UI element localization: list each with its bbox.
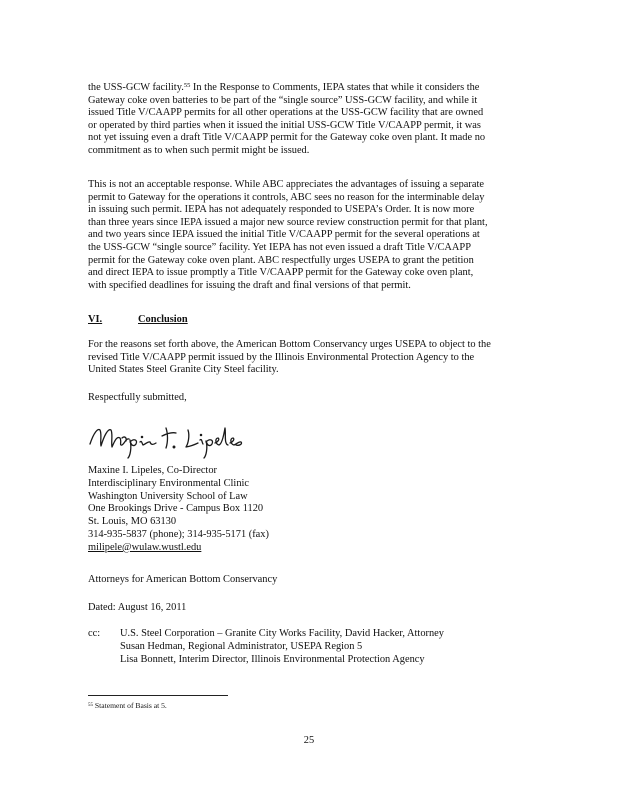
paragraph-line: For the reasons set forth above, the American Bottom Conservancy urges USEPA to object to the xyxy=(88,339,491,350)
paragraph-line: commitment as to when such permit might be issued. xyxy=(88,144,310,156)
page-number: 25 xyxy=(303,735,315,746)
closing-text: Respectfully submitted, xyxy=(88,392,187,403)
signer-organization: Interdisciplinary Environmental Clinic xyxy=(88,477,250,489)
paragraph-line: permit to Gateway for the operations it controls, ABC sees no reason for the interminable delay xyxy=(88,191,485,203)
paragraph-line: revised Title V/CAAPP permit issued by the Illinois Environmental Protection Agency to the xyxy=(88,351,475,363)
paragraph-response-to-comments xyxy=(88,82,532,158)
footnote-number: 55 xyxy=(88,703,93,708)
section-title: Conclusion xyxy=(138,314,188,325)
paragraph-not-acceptable xyxy=(88,179,532,292)
paragraph-line: not yet issuing even a draft Title V/CAAPP permit for the Gateway coke oven plant. It made no xyxy=(88,132,486,144)
cc-recipient: U.S. Steel Corporation – Granite City Works Facility, David Hacker, Attorney xyxy=(120,628,444,639)
paragraph-line: than three years since IEPA issued a major new source review construction permit for that plant, xyxy=(88,216,488,228)
section-number: VI. xyxy=(88,314,103,325)
footnote-divider xyxy=(88,695,228,696)
paragraph-line: issued Title V/CAAPP permits for all other operations at the USS-GCW facility that are owned xyxy=(88,107,484,119)
cc-label: cc: xyxy=(88,628,101,639)
paragraph-conclusion xyxy=(88,339,532,377)
signer-phone: 314-935-5837 (phone); 314-935-5171 (fax) xyxy=(88,528,269,540)
paragraph-line: in issuing such permit. IEPA has not adequately responded to USEPA’s Order. It is now more xyxy=(88,204,475,216)
paragraph-line xyxy=(88,82,532,95)
footnote-text: Statement of Basis at 5. xyxy=(93,701,167,710)
paragraph-line: the USS-GCW “single source” facility. Yet IEPA has not even issued a draft Title V/CAAPP xyxy=(88,241,471,253)
footnote-reference: 55 xyxy=(183,82,191,89)
signer-address-line-1: One Brookings Drive - Campus Box 1120 xyxy=(88,503,264,515)
line-text: the USS-GCW facility. xyxy=(88,82,184,93)
dated-line: Dated: August 16, 2011 xyxy=(88,602,187,613)
cc-recipient: Susan Hedman, Regional Administrator, USEPA Region 5 xyxy=(120,640,363,652)
paragraph-line: Gateway coke oven batteries to be part of the “single source” USS-GCW facility, and while it xyxy=(88,94,478,106)
footnote xyxy=(88,701,167,710)
section-heading xyxy=(88,314,188,325)
paragraph-line: and direct IEPA to issue promptly a Title V/CAAPP permit for the Gateway coke oven plant, xyxy=(88,267,474,279)
signer-address-line-2: St. Louis, MO 63130 xyxy=(88,516,177,528)
paragraph-line: or operated by third parties when it issued the initial USS-GCW Title V/CAAPP permit, it was xyxy=(88,119,481,131)
paragraph-line: and two years since IEPA issued the initial Title V/CAAPP permit for the several operations at xyxy=(88,229,480,241)
paragraph-line: This is not an acceptable response. While ABC appreciates the advantages of issuing a separate xyxy=(88,179,484,190)
signer-email-link[interactable]: milipele@wulaw.wustl.edu xyxy=(88,541,202,553)
paragraph-line: with specified deadlines for issuing the draft and final versions of that permit. xyxy=(88,279,411,291)
cc-recipient-list xyxy=(120,628,444,666)
signer-school: Washington University School of Law xyxy=(88,490,248,502)
paragraph-line: permit for the Gateway coke oven plant. ABC respectfully urges USEPA to grant the petition xyxy=(88,254,474,266)
signature-block xyxy=(88,465,269,555)
paragraph-line: United States Steel Granite City Steel facility. xyxy=(88,364,279,376)
attorneys-for: Attorneys for American Bottom Conservancy xyxy=(88,574,278,585)
signer-name-title: Maxine I. Lipeles, Co-Director xyxy=(88,465,217,476)
handwritten-signature xyxy=(84,414,264,462)
cc-recipient: Lisa Bonnett, Interim Director, Illinois Environmental Protection Agency xyxy=(120,653,425,665)
line-text: In the Response to Comments, IEPA states that while it considers the xyxy=(190,82,480,93)
